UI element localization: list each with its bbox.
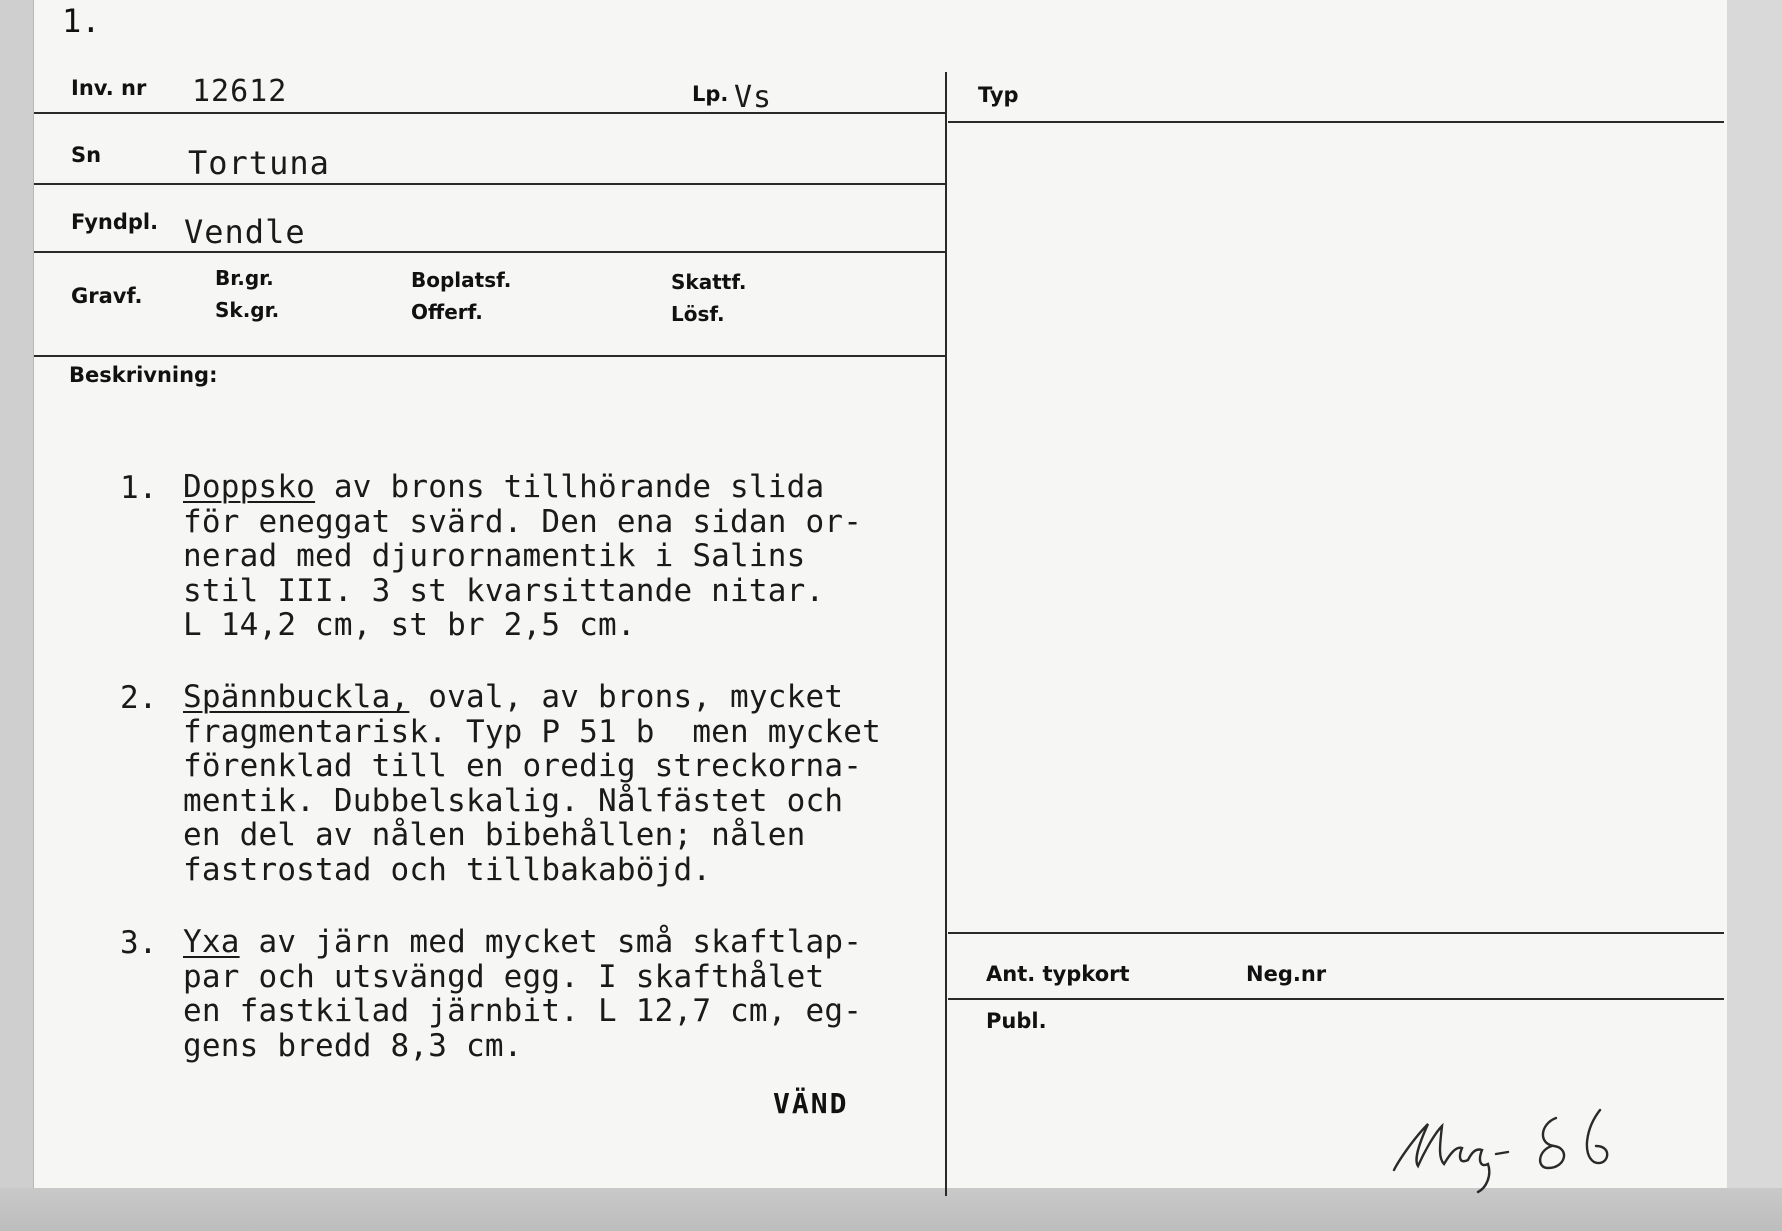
scan-edge-right bbox=[1727, 0, 1782, 1231]
item-line: en fastkilad järnbit. L 12,7 cm, eg- bbox=[183, 993, 863, 1029]
item-line: mentik. Dubbelskalig. Nålfästet och bbox=[183, 782, 844, 819]
item-keyword: Spännbuckla, bbox=[183, 679, 410, 715]
skattf-label: Skattf. bbox=[671, 270, 747, 294]
turn-over-note: VÄND bbox=[773, 1087, 849, 1120]
divider bbox=[34, 251, 946, 253]
item-keyword: Yxa bbox=[183, 924, 240, 960]
ant-typkort-label: Ant. typkort bbox=[986, 962, 1130, 986]
skgr-label: Sk.gr. bbox=[215, 298, 280, 322]
column-divider bbox=[945, 72, 947, 1196]
lp-label: Lp. bbox=[692, 82, 729, 106]
divider bbox=[948, 121, 1724, 123]
item-line: för eneggat svärd. Den ena sidan or- bbox=[183, 503, 863, 540]
handwritten-signature bbox=[1388, 1088, 1628, 1198]
offerf-label: Offerf. bbox=[411, 300, 483, 324]
item-keyword: Doppsko bbox=[183, 469, 316, 505]
publ-label: Publ. bbox=[986, 1009, 1047, 1033]
item-line: nerad med djurornamentik i Salins bbox=[183, 538, 806, 574]
fyndpl-value: Vendle bbox=[184, 213, 306, 251]
item-description bbox=[183, 925, 862, 1063]
sn-value: Tortuna bbox=[188, 144, 330, 182]
item-line: oval, av brons, mycket bbox=[409, 679, 844, 715]
item-line: fragmentarisk. Typ P 51 b men mycket bbox=[183, 713, 881, 750]
item-description bbox=[183, 680, 881, 887]
item-number: 1. bbox=[120, 470, 158, 506]
item-line: av järn med mycket små skaftlap- bbox=[239, 924, 863, 960]
item-line: gens bredd 8,3 cm. bbox=[183, 1027, 523, 1064]
brgr-label: Br.gr. bbox=[215, 266, 274, 290]
item-number: 2. bbox=[120, 680, 158, 716]
divider bbox=[948, 932, 1724, 934]
item-line: förenklad till en oredig streckorna- bbox=[183, 748, 863, 784]
inv-label: Inv. nr bbox=[71, 76, 147, 100]
item-line: av brons tillhörande slida bbox=[315, 469, 825, 505]
card-number: 1. bbox=[62, 2, 101, 40]
negnr-label: Neg.nr bbox=[1246, 962, 1327, 986]
losf-label: Lösf. bbox=[671, 302, 725, 326]
gravf-label: Gravf. bbox=[71, 284, 143, 308]
lp-value: Vs bbox=[734, 80, 773, 115]
item-line: fastrostad och tillbakaböjd. bbox=[183, 851, 712, 888]
divider bbox=[34, 112, 946, 114]
divider bbox=[34, 183, 946, 185]
item-line: en del av nålen bibehållen; nålen bbox=[183, 817, 806, 853]
item-description bbox=[183, 470, 862, 643]
divider bbox=[948, 998, 1724, 1000]
beskrivning-label: Beskrivning: bbox=[69, 363, 218, 387]
fyndpl-label: Fyndpl. bbox=[71, 210, 159, 234]
typ-label: Typ bbox=[978, 83, 1019, 107]
item-line: stil III. 3 st kvarsittande nitar. bbox=[183, 572, 825, 609]
inv-value: 12612 bbox=[192, 74, 288, 109]
divider bbox=[34, 355, 946, 357]
item-line: L 14,2 cm, st br 2,5 cm. bbox=[183, 607, 636, 643]
sn-label: Sn bbox=[71, 143, 102, 167]
item-line: par och utsvängd egg. I skafthålet bbox=[183, 958, 825, 995]
boplatsf-label: Boplatsf. bbox=[411, 268, 512, 292]
item-number: 3. bbox=[120, 925, 158, 961]
